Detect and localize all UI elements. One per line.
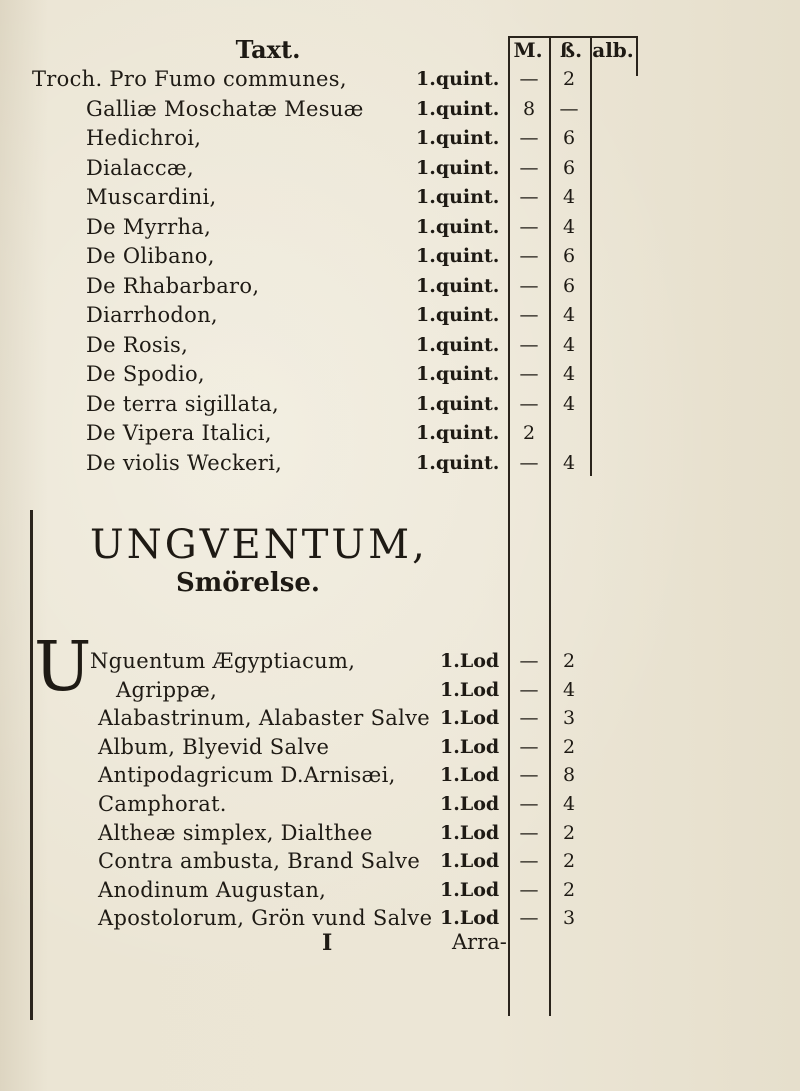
column-header-s: ß. <box>559 38 583 62</box>
price-marks: — <box>519 650 539 672</box>
table-row <box>0 446 800 480</box>
item-name: Contra ambusta, Brand Salve <box>98 849 421 874</box>
header-rule <box>508 36 638 38</box>
price-skilling: 2 <box>562 821 576 844</box>
item-quantity: 1.quint. <box>416 422 500 444</box>
section-subtitle: Smörelse. <box>176 568 320 598</box>
price-skilling: 4 <box>562 363 576 385</box>
column-header-m: M. <box>513 38 543 62</box>
item-quantity: 1.quint. <box>416 451 500 474</box>
price-skilling: 6 <box>562 274 576 297</box>
price-skilling: 6 <box>562 127 576 149</box>
item-name: Hedichroi, <box>86 126 202 150</box>
running-title: Taxt. <box>235 35 301 64</box>
item-name: Troch. Pro Fumo communes, <box>32 67 347 91</box>
item-name: Anodinum Augustan, <box>98 877 327 902</box>
item-quantity: 1.Lod <box>440 878 500 901</box>
price-skilling: 4 <box>562 678 576 701</box>
price-marks: — <box>519 156 539 179</box>
column-header-alb: alb. <box>592 38 634 62</box>
item-quantity: 1.quint. <box>416 186 500 208</box>
item-name: Album, Blyevid Salve <box>98 734 330 759</box>
item-quantity: 1.quint. <box>416 245 500 267</box>
price-skilling: 2 <box>562 68 576 90</box>
item-quantity: 1.quint. <box>416 127 500 149</box>
item-quantity: 1.Lod <box>440 764 500 787</box>
price-skilling: 3 <box>562 907 576 930</box>
item-quantity: 1.Lod <box>440 650 500 672</box>
price-marks: — <box>519 274 539 297</box>
item-quantity: 1.quint. <box>416 333 500 356</box>
price-marks: — <box>519 68 539 90</box>
item-name: Apostolorum, Grön vund Salve <box>98 906 433 931</box>
price-skilling: — <box>559 97 579 120</box>
price-marks: — <box>519 333 539 356</box>
item-name: Camphorat. <box>98 792 227 816</box>
price-marks: — <box>519 707 539 730</box>
item-quantity: 1.quint. <box>416 215 500 238</box>
item-quantity: 1.Lod <box>440 735 500 758</box>
item-name: Antipodagricum D.Arnisæi, <box>98 763 396 788</box>
price-skilling: 4 <box>562 793 576 815</box>
price-marks: — <box>519 821 539 844</box>
item-name: De violis Weckeri, <box>86 450 283 475</box>
item-name: Galliæ Moschatæ Mesuæ <box>86 96 364 121</box>
item-name: Agrippæ, <box>116 677 218 702</box>
price-skilling: 4 <box>562 304 576 326</box>
item-quantity: 1.quint. <box>416 156 500 179</box>
item-quantity: 1.quint. <box>416 274 500 297</box>
item-name: Dialaccæ, <box>86 155 194 180</box>
price-skilling: 4 <box>562 451 576 474</box>
price-marks: — <box>519 127 539 149</box>
item-name: De terra sigillata, <box>86 391 280 416</box>
price-skilling: 8 <box>562 764 576 787</box>
price-marks: — <box>519 678 539 701</box>
price-skilling: 4 <box>562 392 576 415</box>
item-quantity: 1.Lod <box>440 707 500 730</box>
item-name: Alabastrinum, Alabaster Salve <box>98 706 430 731</box>
price-marks: — <box>519 451 539 474</box>
item-name: Altheæ simplex, Dialthee <box>98 820 373 845</box>
price-skilling: 2 <box>562 850 576 873</box>
price-skilling: 4 <box>562 333 576 356</box>
item-name: De Myrrha, <box>86 214 212 239</box>
price-marks: — <box>519 878 539 901</box>
price-marks: — <box>519 764 539 787</box>
price-marks: — <box>519 907 539 930</box>
item-name: De Rhabarbaro, <box>86 273 260 298</box>
price-skilling: 3 <box>562 707 576 730</box>
item-quantity: 1.Lod <box>440 678 500 701</box>
item-name: De Spodio, <box>86 362 205 386</box>
item-name: De Vipera Italici, <box>86 421 272 445</box>
item-quantity: 1.quint. <box>416 363 500 385</box>
item-name: De Olibano, <box>86 244 215 268</box>
price-marks: — <box>519 186 539 208</box>
price-marks: — <box>519 392 539 415</box>
item-name: De Rosis, <box>86 332 189 357</box>
price-skilling: 6 <box>562 245 576 267</box>
table-row <box>0 901 800 935</box>
item-name: Diarrhodon, <box>86 303 218 327</box>
price-skilling: 2 <box>562 878 576 901</box>
item-quantity: 1.quint. <box>416 97 500 120</box>
item-quantity: 1.Lod <box>440 850 500 873</box>
item-quantity: 1.quint. <box>416 392 500 415</box>
price-skilling: 4 <box>562 215 576 238</box>
price-marks: — <box>519 245 539 267</box>
price-skilling: 2 <box>562 735 576 758</box>
price-marks: 8 <box>522 97 536 120</box>
price-marks: — <box>519 735 539 758</box>
item-quantity: 1.Lod <box>440 907 500 930</box>
item-quantity: 1.Lod <box>440 793 500 815</box>
item-name: Muscardini, <box>86 185 217 209</box>
item-quantity: 1.quint. <box>416 304 500 326</box>
price-marks: — <box>519 850 539 873</box>
section-title: UNGVENTUM, <box>90 522 428 568</box>
price-marks: 2 <box>522 422 536 444</box>
price-marks: — <box>519 215 539 238</box>
price-skilling: 6 <box>562 156 576 179</box>
price-skilling: 4 <box>562 186 576 208</box>
item-name: Nguentum Ægyptiacum, <box>90 649 356 673</box>
price-marks: — <box>519 793 539 815</box>
price-marks: — <box>519 304 539 326</box>
price-skilling: 2 <box>562 650 576 672</box>
catchword: Arra- <box>452 930 507 954</box>
drop-capital: U <box>34 628 92 707</box>
item-quantity: 1.Lod <box>440 821 500 844</box>
item-quantity: 1.quint. <box>416 68 500 90</box>
signature-mark: I <box>322 930 333 956</box>
price-marks: — <box>519 363 539 385</box>
